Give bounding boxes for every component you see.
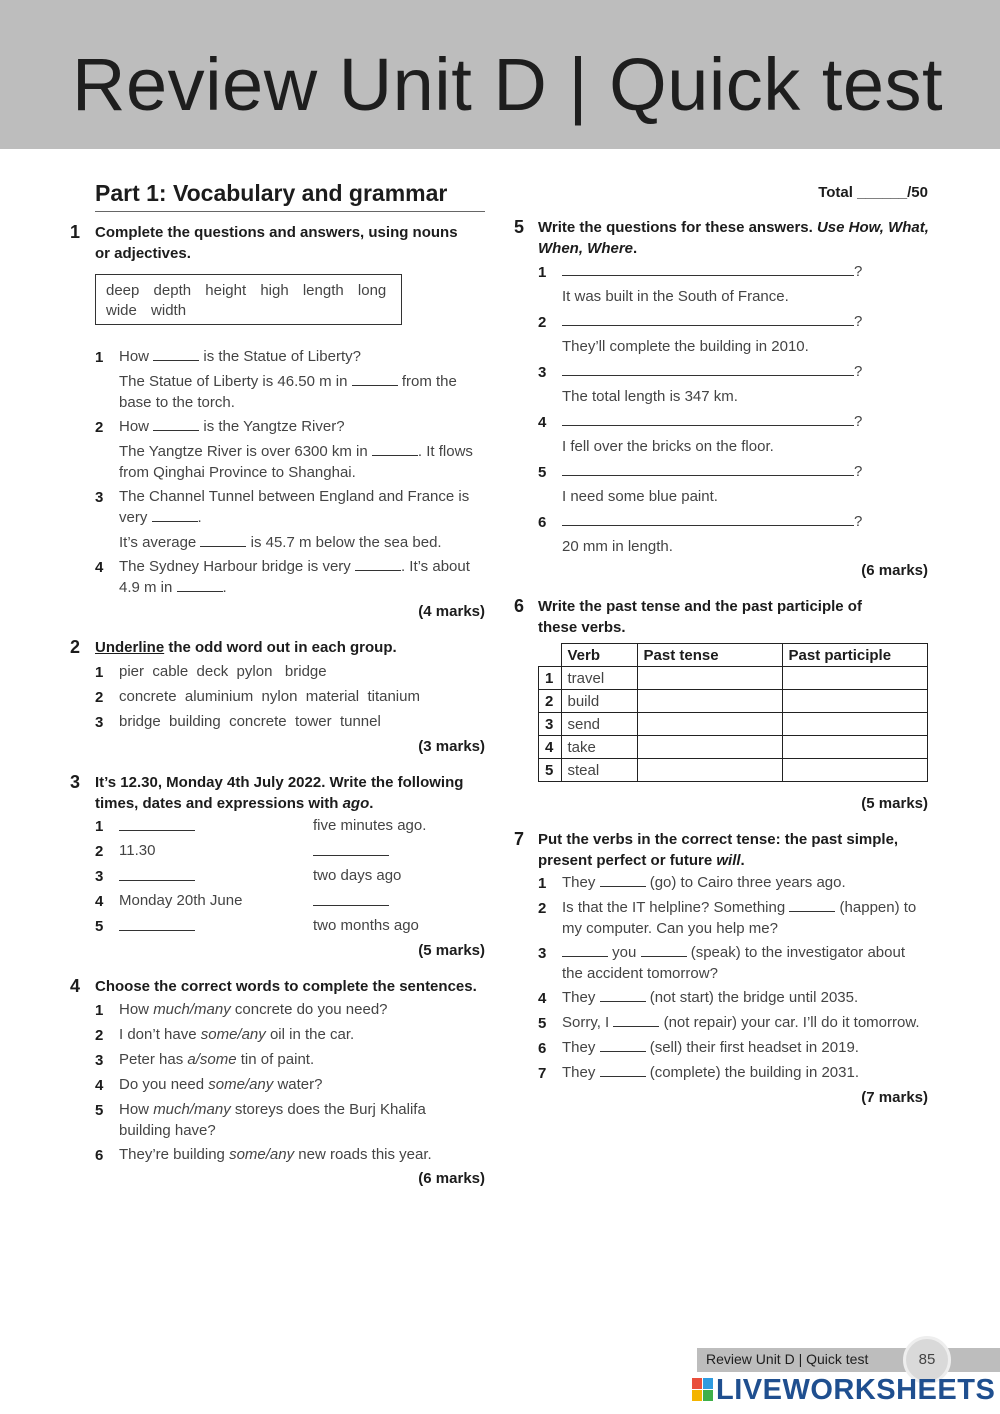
word: width — [151, 302, 187, 319]
past-participle-cell[interactable] — [782, 667, 927, 690]
row-number: 2 — [539, 690, 562, 713]
q3-instruction: It’s 12.30, Monday 4th July 2022. Write the following — [95, 774, 464, 791]
q7-item-3-cont: the accident tomorrow? — [562, 965, 718, 982]
q1-instruction: Complete the questions and answers, using nouns or adjectives. — [95, 224, 458, 262]
verb-cell: take — [561, 736, 637, 759]
item-number: 2 — [95, 1027, 104, 1044]
q1-item-1-answer-cont: base to the torch. — [119, 394, 235, 411]
word: deep — [106, 282, 140, 299]
answer-blank[interactable] — [600, 988, 646, 1002]
item-number: 1 — [538, 875, 547, 892]
verb-cell: travel — [561, 667, 637, 690]
item-number: 3 — [95, 1052, 104, 1069]
q4-item-6: They’re building some/any new roads this year. — [119, 1146, 432, 1163]
q1-marks: (4 marks) — [418, 603, 485, 620]
answer-blank[interactable] — [119, 817, 195, 831]
q6-instruction-cont: these verbs. — [538, 619, 626, 636]
q5-answer-1: It was built in the South of France. — [562, 288, 789, 305]
item-number: 2 — [95, 843, 104, 860]
liveworksheets-logo[interactable]: LIVEWORKSHEETS — [716, 1374, 996, 1406]
answer-blank[interactable] — [562, 462, 854, 476]
header-past-tense: Past tense — [637, 644, 782, 667]
q5-item-2: ? — [562, 312, 862, 332]
choice[interactable]: some/any — [200, 1026, 266, 1043]
q1-item-4: The Sydney Harbour bridge is very . It’s about — [119, 558, 470, 575]
q4-item-5-cont: building have? — [119, 1122, 216, 1139]
q3-item-1-right: five minutes ago. — [313, 817, 427, 834]
q4-item-1: How much/many concrete do you need? — [119, 1001, 388, 1018]
q5-instruction-cont: When, Where. — [538, 240, 638, 257]
q1-item-3-cont: very . — [119, 509, 202, 526]
answer-blank[interactable] — [119, 917, 195, 931]
item-number: 4 — [538, 414, 547, 431]
q5-item-3: ? — [562, 362, 862, 382]
q6-marks: (5 marks) — [861, 795, 928, 812]
verb-cell: send — [561, 713, 637, 736]
item-number: 2 — [95, 689, 104, 706]
word-box — [95, 274, 402, 325]
q4-instruction: Choose the correct words to complete the sentences. — [95, 978, 477, 995]
q1-item-2: How is the Yangtze River? — [119, 418, 345, 435]
q7-instruction: Put the verbs in the correct tense: the past simple, — [538, 831, 899, 848]
word: long — [357, 282, 387, 299]
item-number: 4 — [95, 559, 104, 576]
table-row — [539, 759, 928, 782]
q1-item-3: The Channel Tunnel between England and France is — [119, 488, 470, 505]
q5-instruction: Write the questions for these answers. Use How, What, — [538, 219, 929, 236]
q7-number: 7 — [514, 829, 525, 849]
item-number: 1 — [95, 1002, 104, 1019]
answer-blank[interactable] — [119, 867, 195, 881]
q5-item-4: ? — [562, 412, 862, 432]
item-number: 4 — [95, 1077, 104, 1094]
q4-item-2: I don’t have some/any oil in the car. — [119, 1026, 355, 1043]
answer-blank[interactable] — [153, 417, 199, 431]
item-number: 1 — [538, 264, 547, 281]
item-number: 3 — [95, 714, 104, 731]
answer-blank[interactable] — [562, 412, 854, 426]
past-tense-cell[interactable] — [637, 759, 782, 782]
row-number: 5 — [539, 759, 562, 782]
answer-blank[interactable] — [789, 898, 835, 912]
answer-blank[interactable] — [177, 578, 223, 592]
q5-answer-3: The total length is 347 km. — [562, 388, 738, 405]
q3-item-3-right: two days ago — [313, 867, 402, 884]
q3-number: 3 — [70, 772, 81, 792]
item-number: 2 — [538, 314, 547, 331]
answer-blank[interactable] — [153, 347, 199, 361]
q6-instruction: Write the past tense and the past participle of — [538, 598, 862, 615]
verb-cell: steal — [561, 759, 637, 782]
choice[interactable]: much/many — [153, 1101, 231, 1118]
q5-answer-2: They’ll complete the building in 2010. — [562, 338, 809, 355]
item-number: 1 — [95, 818, 104, 835]
item-number: 3 — [95, 868, 104, 885]
total-score: Total ______/50 — [818, 184, 928, 201]
q7-item-3: you (speak) to the investigator about — [562, 943, 905, 963]
q3-marks: (5 marks) — [418, 942, 485, 959]
item-number: 5 — [95, 918, 104, 935]
answer-blank[interactable] — [152, 508, 198, 522]
q3-item-5-right: two months ago — [313, 917, 419, 934]
q2-instruction: Underline the odd word out in each group. — [95, 639, 397, 656]
page-title: Review Unit D | Quick test — [72, 43, 944, 126]
past-participle-cell[interactable] — [782, 713, 927, 736]
table-row — [539, 690, 928, 713]
answer-blank[interactable] — [562, 312, 854, 326]
q7-item-1: They (go) to Cairo three years ago. — [562, 874, 846, 891]
corner-cell — [539, 644, 562, 667]
q7-instruction-cont: present perfect or future will. — [538, 852, 745, 869]
word: high — [260, 282, 289, 299]
answer-blank[interactable] — [600, 1038, 646, 1052]
q7-item-2-cont: my computer. Can you help me? — [562, 920, 778, 937]
row-number: 1 — [539, 667, 562, 690]
answer-blank[interactable] — [562, 512, 854, 526]
word: depth — [153, 282, 192, 299]
q7-item-5: Sorry, I (not repair) your car. I’ll do it tomorrow. — [562, 1014, 920, 1031]
answer-blank[interactable] — [355, 557, 401, 571]
q5-number: 5 — [514, 217, 525, 237]
q7-marks: (7 marks) — [861, 1089, 928, 1106]
q5-item-5: ? — [562, 462, 862, 482]
past-participle-cell[interactable] — [782, 759, 927, 782]
liveworksheets-logo-icon — [692, 1378, 714, 1402]
row-number: 3 — [539, 713, 562, 736]
item-number: 4 — [95, 893, 104, 910]
q4-item-3: Peter has a/some tin of paint. — [119, 1051, 315, 1068]
q2-number: 2 — [70, 637, 81, 657]
q5-answer-4: I fell over the bricks on the floor. — [562, 438, 774, 455]
answer-blank[interactable] — [613, 1013, 659, 1027]
q7-item-4: They (not start) the bridge until 2035. — [562, 989, 859, 1006]
word: length — [302, 282, 344, 299]
choice[interactable]: some/any — [229, 1146, 295, 1163]
item-number: 1 — [95, 349, 104, 366]
item-number: 5 — [95, 1102, 104, 1119]
q4-marks: (6 marks) — [418, 1170, 485, 1187]
verb-cell: build — [561, 690, 637, 713]
footer-title: Review Unit D | Quick test — [706, 1351, 869, 1367]
answer-blank[interactable] — [372, 442, 418, 456]
q7-item-7: They (complete) the building in 2031. — [562, 1064, 859, 1081]
q1-item-2-answer-cont: from Qinghai Province to Shanghai. — [119, 464, 356, 481]
item-number: 3 — [538, 364, 547, 381]
q5-marks: (6 marks) — [861, 562, 928, 579]
q1-item-2-answer: The Yangtze River is over 6300 km in . It flows — [119, 443, 473, 460]
table-header-row — [539, 644, 928, 667]
verb-table — [538, 643, 928, 782]
q6-number: 6 — [514, 596, 525, 616]
table-row — [539, 736, 928, 759]
word: wide — [106, 302, 137, 319]
choice[interactable]: much/many — [153, 1001, 231, 1018]
item-number: 2 — [95, 419, 104, 436]
q2-item-1[interactable]: pier cable deck pylon bridge — [119, 663, 327, 680]
q5-answer-5: I need some blue paint. — [562, 488, 718, 505]
item-number: 6 — [95, 1147, 104, 1164]
q2-item-3[interactable]: bridge building concrete tower tunnel — [119, 713, 381, 730]
item-number: 4 — [538, 990, 547, 1007]
answer-blank[interactable] — [313, 842, 389, 856]
q3-item-4-left: Monday 20th June — [119, 892, 243, 909]
header-verb: Verb — [561, 644, 637, 667]
item-number: 3 — [538, 945, 547, 962]
q4-number: 4 — [70, 976, 81, 996]
answer-blank[interactable] — [200, 533, 246, 547]
q1-item-4-cont: 4.9 m in . — [119, 579, 227, 596]
answer-blank[interactable] — [600, 873, 646, 887]
past-participle-cell[interactable] — [782, 736, 927, 759]
choice[interactable]: a/some — [187, 1051, 237, 1068]
q7-item-6: They (sell) their first headset in 2019. — [562, 1039, 859, 1056]
page-number: 85 — [903, 1336, 951, 1384]
item-number: 5 — [538, 1015, 547, 1032]
q1-item-3-answer: It’s average is 45.7 m below the sea bed. — [119, 534, 442, 551]
answer-blank[interactable] — [641, 943, 687, 957]
past-tense-cell[interactable] — [637, 736, 782, 759]
header-past-participle: Past participle — [782, 644, 927, 667]
q7-item-2: Is that the IT helpline? Something (happen) to — [562, 899, 917, 916]
table-row — [539, 713, 928, 736]
q3-item-2-left: 11.30 — [119, 842, 156, 859]
q4-item-5: How much/many storeys does the Burj Khalifa — [119, 1101, 426, 1118]
choice[interactable]: some/any — [208, 1076, 274, 1093]
answer-blank[interactable] — [562, 362, 854, 376]
item-number: 3 — [95, 489, 104, 506]
section-title: Part 1: Vocabulary and grammar — [95, 180, 485, 212]
item-number: 6 — [538, 1040, 547, 1057]
item-number: 1 — [95, 664, 104, 681]
q1-item-1-answer: The Statue of Liberty is 46.50 m in from the — [119, 373, 457, 390]
q5-answer-6: 20 mm in length. — [562, 538, 673, 555]
q1-number: 1 — [70, 222, 81, 242]
q2-marks: (3 marks) — [418, 738, 485, 755]
table-row — [539, 667, 928, 690]
item-number: 5 — [538, 464, 547, 481]
page-header — [0, 0, 1000, 149]
past-tense-cell[interactable] — [637, 667, 782, 690]
answer-blank[interactable] — [562, 262, 854, 276]
item-number: 2 — [538, 900, 547, 917]
item-number: 6 — [538, 514, 547, 531]
q4-item-4: Do you need some/any water? — [119, 1076, 323, 1093]
answer-blank[interactable] — [313, 892, 389, 906]
q2-item-2[interactable]: concrete aluminium nylon material titanium — [119, 688, 420, 705]
q5-item-6: ? — [562, 512, 862, 532]
answer-blank[interactable] — [352, 372, 398, 386]
item-number: 7 — [538, 1065, 547, 1082]
answer-blank[interactable] — [562, 943, 608, 957]
past-tense-cell[interactable] — [637, 690, 782, 713]
row-number: 4 — [539, 736, 562, 759]
word: height — [205, 282, 247, 299]
q5-item-1: ? — [562, 262, 862, 282]
past-participle-cell[interactable] — [782, 690, 927, 713]
answer-blank[interactable] — [600, 1063, 646, 1077]
past-tense-cell[interactable] — [637, 713, 782, 736]
q1-item-1: How is the Statue of Liberty? — [119, 348, 361, 365]
q3-instruction-cont: times, dates and expressions with ago. — [95, 795, 374, 812]
